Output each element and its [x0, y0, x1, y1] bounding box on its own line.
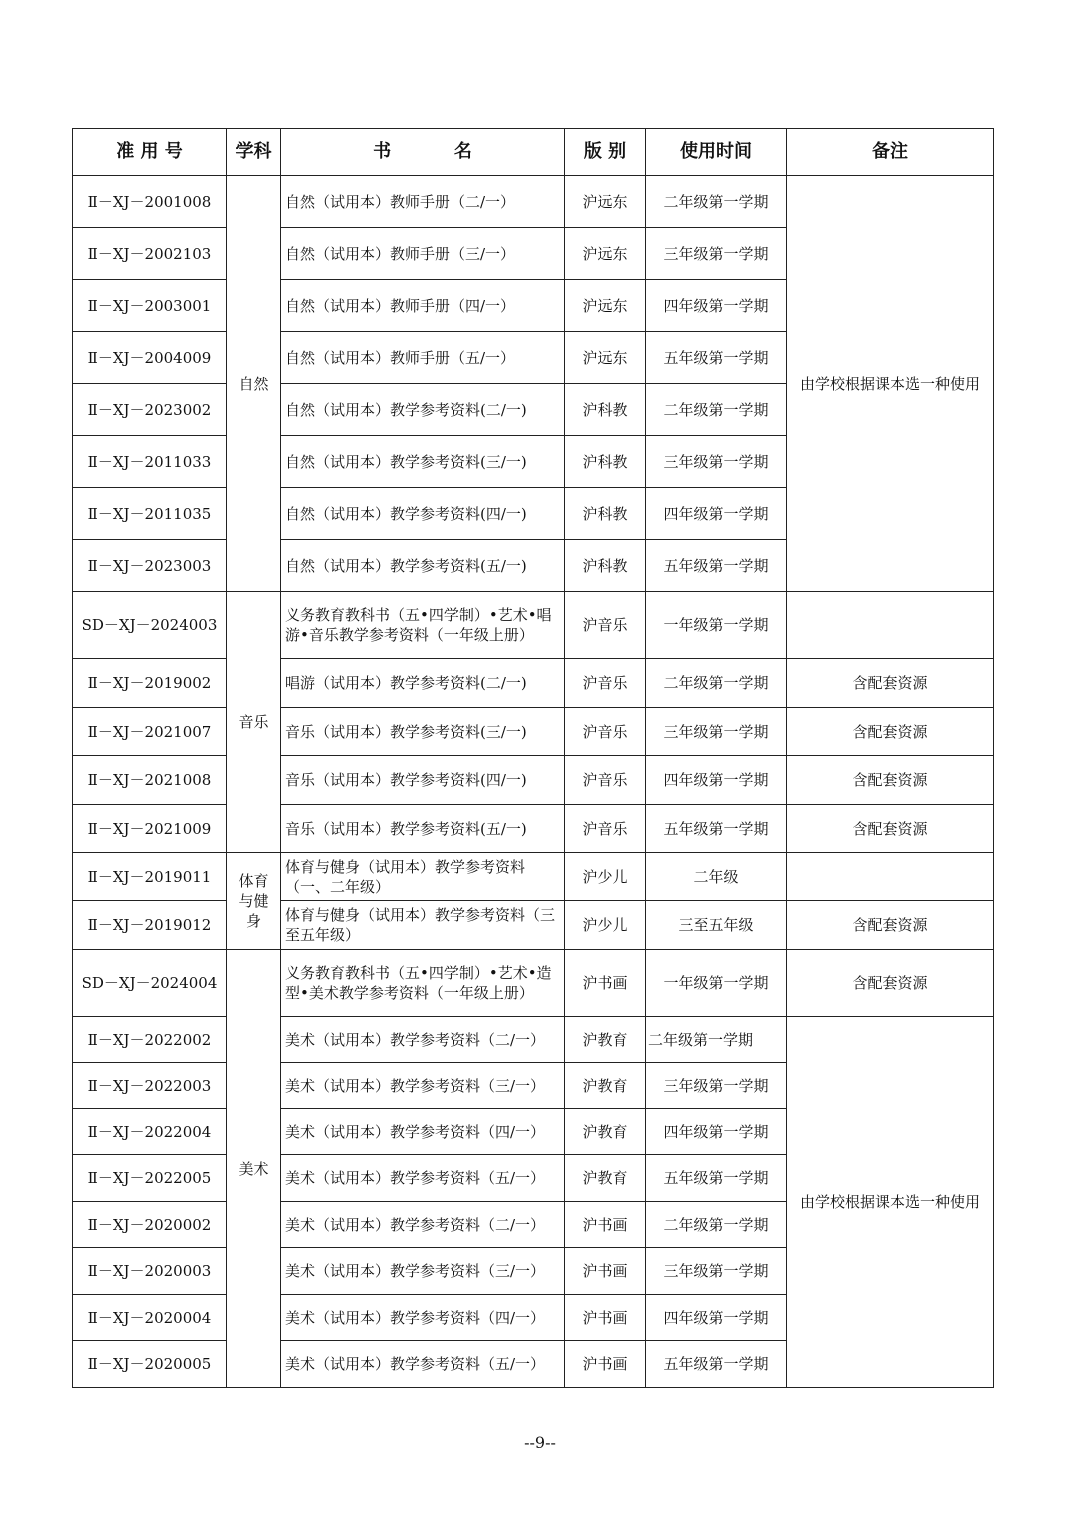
code-cell: Ⅱ－XJ－2004009	[73, 332, 227, 384]
remark-cell: 含配套资源	[787, 805, 994, 853]
code-cell: Ⅱ－XJ－2020003	[73, 1248, 227, 1295]
code-cell: Ⅱ－XJ－2021007	[73, 708, 227, 756]
time-cell: 五年级第一学期	[646, 1341, 787, 1388]
book-title-cell: 体育与健身（试用本）教学参考资料（一、二年级）	[281, 853, 565, 901]
edition-cell: 沪科教	[565, 384, 646, 436]
remark-cell	[787, 592, 994, 659]
time-cell: 三至五年级	[646, 901, 787, 950]
time-cell: 四年级第一学期	[646, 280, 787, 332]
book-title-cell: 美术（试用本）教学参考资料（二/一）	[281, 1202, 565, 1248]
remark-cell: 含配套资源	[787, 950, 994, 1017]
time-cell: 四年级第一学期	[646, 488, 787, 540]
book-title-cell: 自然（试用本）教师手册（二/一）	[281, 176, 565, 228]
table-row	[73, 901, 994, 950]
remark-cell: 由学校根据课本选一种使用	[787, 1017, 994, 1388]
book-title-cell: 自然（试用本）教学参考资料(三/一)	[281, 436, 565, 488]
edition-cell: 沪远东	[565, 228, 646, 280]
table-body	[73, 176, 994, 1388]
table-row	[73, 659, 994, 708]
edition-cell: 沪教育	[565, 1063, 646, 1109]
time-cell: 四年级第一学期	[646, 1109, 787, 1155]
time-cell: 三年级第一学期	[646, 228, 787, 280]
book-title-cell: 美术（试用本）教学参考资料（四/一）	[281, 1295, 565, 1341]
edition-cell: 沪少儿	[565, 901, 646, 950]
time-cell: 五年级第一学期	[646, 1155, 787, 1202]
table-row	[73, 176, 994, 228]
edition-cell: 沪书画	[565, 1341, 646, 1388]
edition-cell: 沪书画	[565, 1202, 646, 1248]
time-cell: 二年级第一学期	[646, 659, 787, 708]
table-row	[73, 708, 994, 756]
edition-cell: 沪音乐	[565, 708, 646, 756]
remark-cell: 含配套资源	[787, 901, 994, 950]
table-row	[73, 853, 994, 901]
time-cell: 四年级第一学期	[646, 1295, 787, 1341]
subject-cell: 音乐	[227, 592, 281, 853]
book-title-cell: 音乐（试用本）教学参考资料(五/一)	[281, 805, 565, 853]
header-title: 书 名	[281, 129, 565, 176]
book-title-cell: 美术（试用本）教学参考资料（三/一）	[281, 1063, 565, 1109]
code-cell: Ⅱ－XJ－2002103	[73, 228, 227, 280]
time-cell: 二年级第一学期	[646, 384, 787, 436]
code-cell: Ⅱ－XJ－2023003	[73, 540, 227, 592]
header-subject: 学科	[227, 129, 281, 176]
book-title-cell: 自然（试用本）教师手册（四/一）	[281, 280, 565, 332]
header-time: 使用时间	[646, 129, 787, 176]
edition-cell: 沪音乐	[565, 592, 646, 659]
table-row	[73, 950, 994, 1017]
time-cell: 二年级第一学期	[646, 1017, 787, 1063]
time-cell: 三年级第一学期	[646, 436, 787, 488]
book-title-cell: 体育与健身（试用本）教学参考资料（三至五年级）	[281, 901, 565, 950]
code-cell: Ⅱ－XJ－2001008	[73, 176, 227, 228]
edition-cell: 沪远东	[565, 332, 646, 384]
time-cell: 五年级第一学期	[646, 540, 787, 592]
book-title-cell: 自然（试用本）教学参考资料(五/一)	[281, 540, 565, 592]
book-title-cell: 自然（试用本）教师手册（五/一）	[281, 332, 565, 384]
book-title-cell: 美术（试用本）教学参考资料（五/一）	[281, 1155, 565, 1202]
time-cell: 三年级第一学期	[646, 1063, 787, 1109]
code-cell: Ⅱ－XJ－2022005	[73, 1155, 227, 1202]
header-edition: 版 别	[565, 129, 646, 176]
time-cell: 一年级第一学期	[646, 592, 787, 659]
code-cell: Ⅱ－XJ－2011035	[73, 488, 227, 540]
code-cell: Ⅱ－XJ－2020002	[73, 1202, 227, 1248]
edition-cell: 沪教育	[565, 1155, 646, 1202]
table-row	[73, 592, 994, 659]
table-header-row	[73, 129, 994, 176]
book-title-cell: 美术（试用本）教学参考资料（五/一）	[281, 1341, 565, 1388]
book-title-cell: 美术（试用本）教学参考资料（二/一）	[281, 1017, 565, 1063]
code-cell: Ⅱ－XJ－2022002	[73, 1017, 227, 1063]
code-cell: Ⅱ－XJ－2021009	[73, 805, 227, 853]
edition-cell: 沪少儿	[565, 853, 646, 901]
remark-cell: 含配套资源	[787, 708, 994, 756]
remark-cell: 由学校根据课本选一种使用	[787, 176, 994, 592]
time-cell: 二年级	[646, 853, 787, 901]
code-cell: Ⅱ－XJ－2022003	[73, 1063, 227, 1109]
table-row	[73, 756, 994, 805]
header-code: 准 用 号	[73, 129, 227, 176]
table-row	[73, 805, 994, 853]
subject-cell: 自然	[227, 176, 281, 592]
time-cell: 五年级第一学期	[646, 805, 787, 853]
time-cell: 五年级第一学期	[646, 332, 787, 384]
code-cell: Ⅱ－XJ－2022004	[73, 1109, 227, 1155]
time-cell: 四年级第一学期	[646, 756, 787, 805]
book-title-cell: 自然（试用本）教师手册（三/一）	[281, 228, 565, 280]
edition-cell: 沪书画	[565, 1295, 646, 1341]
edition-cell: 沪书画	[565, 1248, 646, 1295]
code-cell: Ⅱ－XJ－2019002	[73, 659, 227, 708]
subject-cell: 美术	[227, 950, 281, 1388]
edition-cell: 沪教育	[565, 1017, 646, 1063]
textbook-table	[72, 128, 994, 1388]
edition-cell: 沪远东	[565, 176, 646, 228]
edition-cell: 沪科教	[565, 540, 646, 592]
edition-cell: 沪音乐	[565, 659, 646, 708]
time-cell: 三年级第一学期	[646, 1248, 787, 1295]
code-cell: Ⅱ－XJ－2003001	[73, 280, 227, 332]
code-cell: Ⅱ－XJ－2023002	[73, 384, 227, 436]
code-cell: Ⅱ－XJ－2020005	[73, 1341, 227, 1388]
edition-cell: 沪远东	[565, 280, 646, 332]
header-remark: 备注	[787, 129, 994, 176]
book-title-cell: 音乐（试用本）教学参考资料(三/一)	[281, 708, 565, 756]
edition-cell: 沪教育	[565, 1109, 646, 1155]
edition-cell: 沪音乐	[565, 756, 646, 805]
page-number: --9--	[524, 1433, 556, 1452]
code-cell: Ⅱ－XJ－2019011	[73, 853, 227, 901]
edition-cell: 沪科教	[565, 488, 646, 540]
book-title-cell: 美术（试用本）教学参考资料（四/一）	[281, 1109, 565, 1155]
table-row	[73, 1017, 994, 1063]
code-cell: Ⅱ－XJ－2021008	[73, 756, 227, 805]
time-cell: 二年级第一学期	[646, 176, 787, 228]
subject-cell: 体育与健身	[227, 853, 281, 950]
book-title-cell: 音乐（试用本）教学参考资料(四/一)	[281, 756, 565, 805]
remark-cell: 含配套资源	[787, 659, 994, 708]
code-cell: Ⅱ－XJ－2019012	[73, 901, 227, 950]
book-title-cell: 唱游（试用本）教学参考资料(二/一)	[281, 659, 565, 708]
time-cell: 二年级第一学期	[646, 1202, 787, 1248]
edition-cell: 沪音乐	[565, 805, 646, 853]
code-cell: SD－XJ－2024004	[73, 950, 227, 1017]
code-cell: Ⅱ－XJ－2011033	[73, 436, 227, 488]
time-cell: 三年级第一学期	[646, 708, 787, 756]
code-cell: Ⅱ－XJ－2020004	[73, 1295, 227, 1341]
remark-cell: 含配套资源	[787, 756, 994, 805]
remark-cell	[787, 853, 994, 901]
book-title-cell: 义务教育教科书（五•四学制）•艺术•造型•美术教学参考资料（一年级上册）	[281, 950, 565, 1017]
edition-cell: 沪科教	[565, 436, 646, 488]
code-cell: SD－XJ－2024003	[73, 592, 227, 659]
edition-cell: 沪书画	[565, 950, 646, 1017]
time-cell: 一年级第一学期	[646, 950, 787, 1017]
book-title-cell: 义务教育教科书（五•四学制）•艺术•唱游•音乐教学参考资料（一年级上册）	[281, 592, 565, 659]
book-title-cell: 自然（试用本）教学参考资料(四/一)	[281, 488, 565, 540]
book-title-cell: 美术（试用本）教学参考资料（三/一）	[281, 1248, 565, 1295]
book-title-cell: 自然（试用本）教学参考资料(二/一)	[281, 384, 565, 436]
